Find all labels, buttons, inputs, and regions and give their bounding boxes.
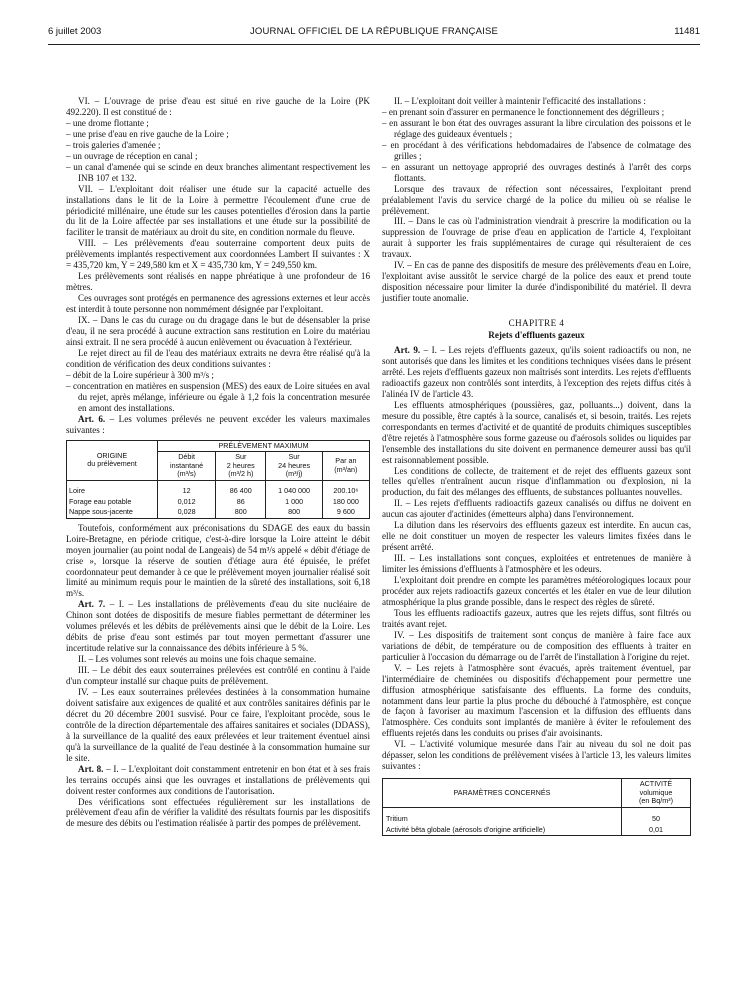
list-item: – en prenant soin d'assurer en permanence le fonctionnement des dégrilleurs ; (382, 106, 665, 117)
value-cell: 0,01 (622, 825, 691, 836)
section-heading: Rejets d'effluents gazeux (488, 330, 585, 341)
origin-header: ORIGINE du prélèvement (67, 440, 158, 480)
list-item: – débit de la Loire supérieur à 300 m³/s ; (66, 369, 214, 380)
group-header: PRÉLÈVEMENT MAXIMUM (158, 440, 370, 452)
paragraph: II. – L'exploitant doit veiller à maintenir l'efficacité des installations : (394, 96, 646, 106)
list-item: – une prise d'eau en rive gauche de la Loire ; (66, 128, 229, 139)
value-cell: 1 040 000 (266, 480, 322, 496)
value-cell: 50 (622, 807, 691, 824)
paragraph: Ces ouvrages sont protégés en permanence des agressions externes et leur accès est interdit à toute personne non nommément désignée par l'exploitant. (66, 293, 370, 315)
paragraph: VI. – L'ouvrage de prise d'eau est situé en rive gauche de la Loire (PK 492.220). Il est constitué de : (66, 96, 370, 117)
paragraph: La dilution dans les réservoirs des effluents gazeux est interdite. En aucun cas, elle ne doit constituer un moyen de respecter les valeurs limites fixées dans le présent arrêté. (382, 520, 691, 553)
paragraph: Tous les effluents radioactifs gazeux, autres que les rejets diffus, sont filtrés ou traités avant rejet. (382, 607, 691, 629)
paragraph: Lorsque des travaux de réfection sont nécessaires, l'exploitant prend préalablement l'avis du service chargé de la police du milieu où se réalise le prélèvement. (382, 183, 691, 216)
article-number: Art. 7. (78, 599, 106, 610)
article-9 (382, 345, 691, 400)
table-row (383, 807, 691, 824)
left-column (66, 96, 370, 829)
list (66, 118, 370, 184)
col-header: Débit instantané (m³/s) (158, 452, 216, 481)
param-cell: Tritium (383, 807, 622, 824)
list-item: – en procédant à des vérifications hebdomadaires de l'absence de colmatage des grilles ; (382, 139, 691, 161)
article-text: – I. – L'exploitant doit constamment entretenir en bon état et à ses frais les terrains occupés ainsi que les ouvrages et installations de prélèvements qui doivent rester conformes aux conditions de l'autorisation. (66, 763, 370, 796)
value-cell: 1 000 (266, 497, 322, 508)
paragraph: III. – Dans le cas où l'administration viendrait à prescrire la modification ou la suppression de l'ouvrage de prise d'eau en application de l'article 4, l'exploitant aurait à supporter les frais supplémentaires de curage qui résulteraient de ces travaux. (382, 216, 691, 260)
paragraph: III. – Le débit des eaux souterraines prélevées est contrôlé en continu à l'aide d'un compteur installé sur chaque puits de prélèvement. (66, 665, 370, 687)
list (66, 370, 370, 414)
activity-header: ACTIVITÉ volumique (en Bq/m³) (622, 779, 691, 808)
article-number: Art. 9. (394, 345, 421, 356)
paragraph: VI. – L'activité volumique mesurée dans l'air au niveau du sol ne doit pas dépasser, selon les conditions de prélèvement visées à l'article 13, les valeurs limites suivantes : (382, 739, 691, 772)
paragraph: IX. – Dans le cas du curage ou du dragage dans le but de désensabler la prise d'eau, il ne sera procédé à aucune extraction sans restitution en Loire du matériau ainsi extrait. Il ne sera procédé à aucun enlèvement ou évacuation à l'extérieur. (66, 315, 370, 347)
list-item: – en assurant un nettoyage approprié des ouvrages destinés à l'arrêt des corps flottants. (382, 161, 691, 183)
paragraph: II. – Les rejets d'effluents radioactifs gazeux canalisés ou diffus ne doivent en aucun cas ajouter d'actinides (émetteurs alpha) dans l'environnement. (382, 498, 691, 520)
value-cell: 0,028 (158, 507, 216, 518)
col-header: Sur 2 heures (m³/2 h) (216, 452, 266, 481)
param-cell: Activité bêta globale (aérosols d'origine artificielle) (383, 825, 622, 836)
article-text: – Les volumes prélevés ne peuvent excéder les valeurs maximales suivantes : (66, 413, 371, 435)
value-cell: 0,012 (158, 497, 216, 508)
value-cell: 12 (158, 480, 216, 496)
article-8 (66, 764, 370, 797)
right-column (382, 96, 691, 836)
table-row (383, 825, 691, 836)
article-text: – I. – Les rejets d'effluents gazeux, qu'ils soient radioactifs ou non, ne sont autorisés que dans les limites et les conditions techniques visées dans le présent arrêté. Les rejets d'effluents gazeux non maîtrisés sont interdits. Les rejets d'effluents radioactifs gazeux non contrôlés sont interdits, à l'exception des rejets diffus cités à l'alinéa IV de l'article 43. (382, 345, 691, 399)
origin-cell: Nappe sous-jacente (67, 507, 158, 518)
paragraph: IV. – En cas de panne des dispositifs de mesure des prélèvements d'eau en Loire, l'exploitant avise aussitôt le service chargé de la police des eaux et prend toute disposition nécessaire pour limiter la durée d'indisponibilité du matériel. Il devra justifier toute anomalie. (382, 260, 691, 304)
col-header: Par an (m³/an) (322, 452, 369, 481)
value-cell: 86 (216, 497, 266, 508)
value-cell: 800 (266, 507, 322, 518)
list-item: – une drome flottante ; (66, 117, 149, 128)
value-cell: 9 600 (322, 507, 369, 518)
paragraph: IV. – Les eaux souterraines prélevées destinées à la consommation humaine doivent satisfaire aux exigences de qualité et aux contrôles sanitaires définis par le décret du 20 décembre 2001 susvisé. Pour ce faire, l'exploitant procède, sous le contrôle de la direction départementale des affaires sanitaires et sociales (DDASS), à la surveillance de la qualité des eaux prélevées et leur traitement éventuel ainsi qu'à la surveillance de la qualité de l'eau destinée à la consommation humaine sur le site. (66, 687, 370, 763)
table-row (67, 497, 370, 508)
paragraph: V. – Les rejets à l'atmosphère sont évacués, après traitement éventuel, par l'intermédiaire de cheminées ou dispositifs d'échappement pour permettre une diffusion atmosphérique satisfaisante des effluents. La forme des conduits, notamment dans leur partie la plus proche du débouché à l'atmosphère, est conçue de façon à favoriser au maximum l'ascension et la diffusion des effluents dans l'atmosphère. Ces conduits sont implantés de manière à éviter le refoulement des effluents rejetés dans les conduits ou prises d'air avoisinants. (382, 662, 691, 739)
value-cell: 180 000 (322, 497, 369, 508)
article-6 (66, 414, 370, 436)
activity-table (382, 778, 691, 836)
journal-title: JOURNAL OFFICIEL DE LA RÉPUBLIQUE FRANÇAISE (249, 26, 499, 37)
value-cell: 800 (216, 507, 266, 518)
header-rule (48, 44, 700, 45)
value-cell: 200.10⁶ (322, 480, 369, 496)
article-number: Art. 6. (78, 413, 106, 424)
paragraph: Les conditions de collecte, de traitement et de rejet des effluents gazeux sont telles qu'elles n'entraînent aucun risque d'inflammation ou d'explosion, ni la production, du fait des mélanges des effluents, de substances polluantes nouvelles. (382, 465, 691, 498)
origin-cell: Forage eau potable (67, 497, 158, 508)
paragraph: VIII. – Les prélèvements d'eau souterraine comportent deux puits de prélèvements implantés respectivement aux coordonnées Lambert II suivantes : X = 435,720 km, Y = 249,580 km et X = 435,730 km, Y = 249,550 km. (66, 238, 370, 271)
table-row (67, 480, 370, 496)
paragraph: IV. – Les dispositifs de traitement sont conçus de manière à faire face aux variations de débit, de température ou de composition des effluents à traiter en particulier à l'occasion du démarrage ou de l'arrêt de l'installation à l'origine du rejet. (382, 629, 691, 662)
article-text: – I. – Les installations de prélèvements d'eau du site nucléaire de Chinon sont dotées de dispositifs de mesure fiables permettant de déterminer les volumes prélevés et les débits de prélèvements ainsi que le débit de la Loire. Les débits de prise d'eau sont estimés par tout moyen permettant d'assurer une incertitude relative sur la connaissance des débits inférieure à 5 %. (66, 599, 371, 654)
paragraph: II. – Les volumes sont relevés au moins une fois chaque semaine. (78, 654, 317, 665)
paragraph: Les effluents atmosphériques (poussières, gaz, polluants...) doivent, dans la mesure du possible, être captés à la source, canalisés et, si besoin, traités. Les rejets correspondants en termes d'activité et de quantité de produits chimiques susceptibles d'être rejetés à l'atmosphère sous forme gazeuse ou d'aérosols solides ou liquides par l'ensemble des installations du site doivent en permanence demeurer aussi bas qu'il est raisonnablement possible. (382, 399, 691, 465)
paragraph: VII. – L'exploitant doit réaliser une étude sur la capacité actuelle des installations dans le lit de la Loire à permettre l'écoulement d'une crue de périodicité millénaire, une étude sur les causes potentielles d'érosion dans la partie du lit de la Loire affectée par ses installations et une étude sur la possibilité de faciliter le transit de matériaux au droit du site, en condition normale du fleuve. (66, 183, 370, 238)
paragraph: Le rejet direct au fil de l'eau des matériaux extraits ne devra être réalisé qu'à la condition de vérification des deux conditions suivantes : (66, 347, 370, 369)
table-row (67, 507, 370, 518)
param-header: PARAMÈTRES CONCERNÉS (383, 779, 622, 808)
paragraph: L'exploitant doit prendre en compte les paramètres météorologiques locaux pour procéder aux rejets radioactifs gazeux concertés et les étaler en vue de leur dilution atmosphérique la plus grande possible, dans le respect des règles de sûreté. (382, 575, 691, 607)
article-7 (66, 599, 370, 654)
paragraph: Les prélèvements sont réalisés en nappe phréatique à une profondeur de 16 mètres. (66, 271, 370, 293)
list-item: – en assurant le bon état des ouvrages assurant la libre circulation des poissons et le réglage des guideaux éventuels ; (382, 117, 691, 139)
list-item: – concentration en matières en suspension (MES) des eaux de Loire situées en aval du rejet, après mélange, inférieure ou égale à 1,2 fois la concentration mesurée en amont des installations. (66, 380, 370, 413)
value-cell: 86 400 (216, 480, 266, 496)
chapter-heading: CHAPITRE 4 (508, 318, 565, 329)
paragraph: III. – Les installations sont conçues, exploitées et entretenues de manière à limiter les émissions d'effluents à l'atmosphère et les odeurs. (382, 553, 691, 575)
list-item: – trois galeries d'amenée ; (66, 139, 161, 150)
paragraph: Toutefois, conformément aux préconisations du SDAGE des eaux du bassin Loire-Bretagne, en période critique, c'est-à-dire lorsque la Loire atteint le débit moyen journalier (au point nodal de Langeais) de 54 m³/s appelé « débit d'étiage de crise », lorsque la réserve de soutien d'étiage aura été épuisée, le préfet coordonnateur peut demander à ce que le prélèvement moyen journalier réalisé soit limité au minimum requis pour le maintien de la sûreté des installations, soit 6,18 m³/s. (66, 522, 370, 599)
header-date: 6 juillet 2003 (48, 26, 102, 37)
page-header (48, 26, 700, 40)
paragraph: Des vérifications sont effectuées régulièrement sur les installations de prélèvement d'eau afin de vérifier la validité des résultats fournis par les dispositifs de mesure des débits ou l'estimation réalisée à partir des pompes de prélèvement. (66, 796, 370, 829)
list (382, 107, 691, 184)
origin-cell: Loire (67, 480, 158, 496)
article-number: Art. 8. (78, 763, 104, 774)
withdrawal-table (66, 440, 370, 519)
col-header: Sur 24 heures (m³/j) (266, 452, 322, 481)
list-item: – un ouvrage de réception en canal ; (66, 150, 198, 161)
page-number: 11481 (674, 26, 700, 37)
list-item: – un canal d'amenée qui se scinde en deux branches alimentant respectivement les INB 107 et 132. (66, 161, 370, 183)
